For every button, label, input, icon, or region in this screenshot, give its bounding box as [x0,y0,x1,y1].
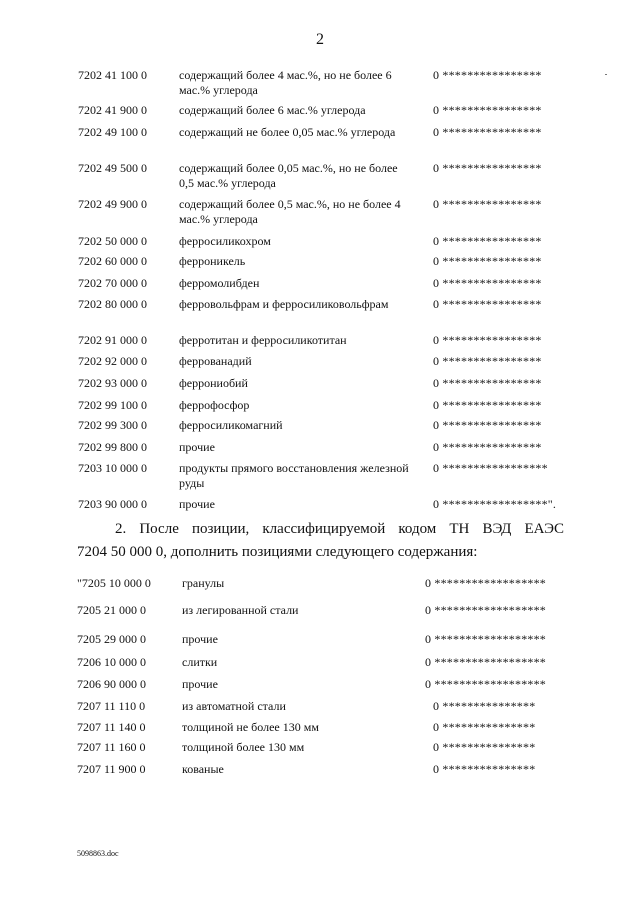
hs-code: 7202 60 000 0 [78,254,147,268]
hs-code: 7202 92 000 0 [78,354,147,368]
hs-code: 7202 41 900 0 [78,103,147,117]
duty-rate: 0 **************** [433,376,542,390]
page-number: 2 [316,31,324,48]
hs-code: 7205 21 000 0 [77,603,146,617]
goods-description: ферроникель [179,254,246,268]
hs-code: 7202 49 500 0 [78,161,147,175]
duty-rate: 0 **************** [433,418,542,432]
duty-rate: 0 **************** [433,125,542,139]
amendment-paragraph [77,518,564,564]
goods-description: кованые [182,762,224,776]
scan-mark [605,74,607,75]
goods-description: ферросиликомагний [179,418,283,432]
duty-rate: 0 *************** [433,699,536,713]
hs-code: 7207 11 110 0 [77,699,146,713]
duty-rate: 0 **************** [433,440,542,454]
hs-code: 7207 11 160 0 [77,740,146,754]
goods-description: ферротитан и ферросиликотитан [179,333,347,347]
goods-description: содержащий более 4 мас.%, но не более 6 мас.% углерода [179,68,392,97]
duty-rate: 0 **************** [433,161,542,175]
goods-description: продукты прямого восстановления железной руды [179,461,409,490]
duty-rate: 0 ****************** [425,655,546,669]
hs-code: 7207 11 140 0 [77,720,146,734]
hs-code: "7205 10 000 0 [77,576,151,590]
goods-description: толщиной более 130 мм [182,740,305,754]
goods-description: феррониобий [179,376,248,390]
duty-rate: 0 **************** [433,297,542,311]
hs-code: 7202 91 000 0 [78,333,147,347]
duty-rate: 0 **************** [433,68,542,82]
duty-rate: 0 **************** [433,398,542,412]
hs-code: 7202 50 000 0 [78,234,147,248]
goods-description: ферромолибден [179,276,260,290]
goods-description: гранулы [182,576,225,590]
duty-rate: 0 **************** [433,234,542,248]
goods-description: содержащий более 0,05 мас.%, но не более 0,5 мас.% углерода [179,161,398,190]
duty-rate: 0 **************** [433,197,542,211]
duty-rate: 0 **************** [433,276,542,290]
goods-description: ферровольфрам и ферросиликовольфрам [179,297,389,311]
file-name-footer: 5098863.doc [77,849,119,858]
duty-rate: 0 **************** [433,354,542,368]
duty-rate: 0 **************** [433,254,542,268]
duty-rate: 0 **************** [433,103,542,117]
goods-description: прочие [182,677,218,691]
hs-code: 7202 80 000 0 [78,297,147,311]
hs-code: 7202 99 100 0 [78,398,147,412]
duty-rate: 0 ****************** [425,603,546,617]
hs-code: 7203 10 000 0 [78,461,147,475]
duty-rate: 0 *************** [433,762,536,776]
paragraph-line-2: 7204 50 000 0, дополнить позициями следующего содержания: [77,544,478,560]
goods-description: прочие [182,632,218,646]
hs-code: 7203 90 000 0 [78,497,147,511]
duty-rate: 0 *************** [433,720,536,734]
goods-description: из автоматной стали [182,699,286,713]
goods-description: толщиной не более 130 мм [182,720,319,734]
goods-description: феррованадий [179,354,252,368]
paragraph-line-1: 2. После позиции, классифицируемой кодом ТН ВЭД ЕАЭС [115,521,564,537]
hs-code: 7202 70 000 0 [78,276,147,290]
hs-code: 7202 99 800 0 [78,440,147,454]
goods-description: прочие [179,497,215,511]
hs-code: 7206 90 000 0 [77,677,146,691]
duty-rate: 0 ***************** [433,461,548,475]
goods-description: прочие [179,440,215,454]
hs-code: 7202 49 100 0 [78,125,147,139]
goods-description: содержащий более 6 мас.% углерода [179,103,366,117]
goods-description: содержащий не более 0,05 мас.% углерода [179,125,396,139]
duty-rate: 0 ****************** [425,576,546,590]
hs-code: 7205 29 000 0 [77,632,146,646]
hs-code: 7202 93 000 0 [78,376,147,390]
duty-rate: 0 **************** [433,333,542,347]
goods-description: слитки [182,655,218,669]
duty-rate: 0 ****************** [425,677,546,691]
hs-code: 7202 41 100 0 [78,68,147,82]
goods-description: содержащий более 0,5 мас.%, но не более 4 мас.% углерода [179,197,401,226]
hs-code: 7202 49 900 0 [78,197,147,211]
goods-description: феррофосфор [179,398,250,412]
goods-description: ферросиликохром [179,234,271,248]
hs-code: 7202 99 300 0 [78,418,147,432]
hs-code: 7207 11 900 0 [77,762,146,776]
duty-rate: 0 *****************". [433,497,557,511]
duty-rate: 0 *************** [433,740,536,754]
duty-rate: 0 ****************** [425,632,546,646]
goods-description: из легированной стали [182,603,299,617]
hs-code: 7206 10 000 0 [77,655,146,669]
